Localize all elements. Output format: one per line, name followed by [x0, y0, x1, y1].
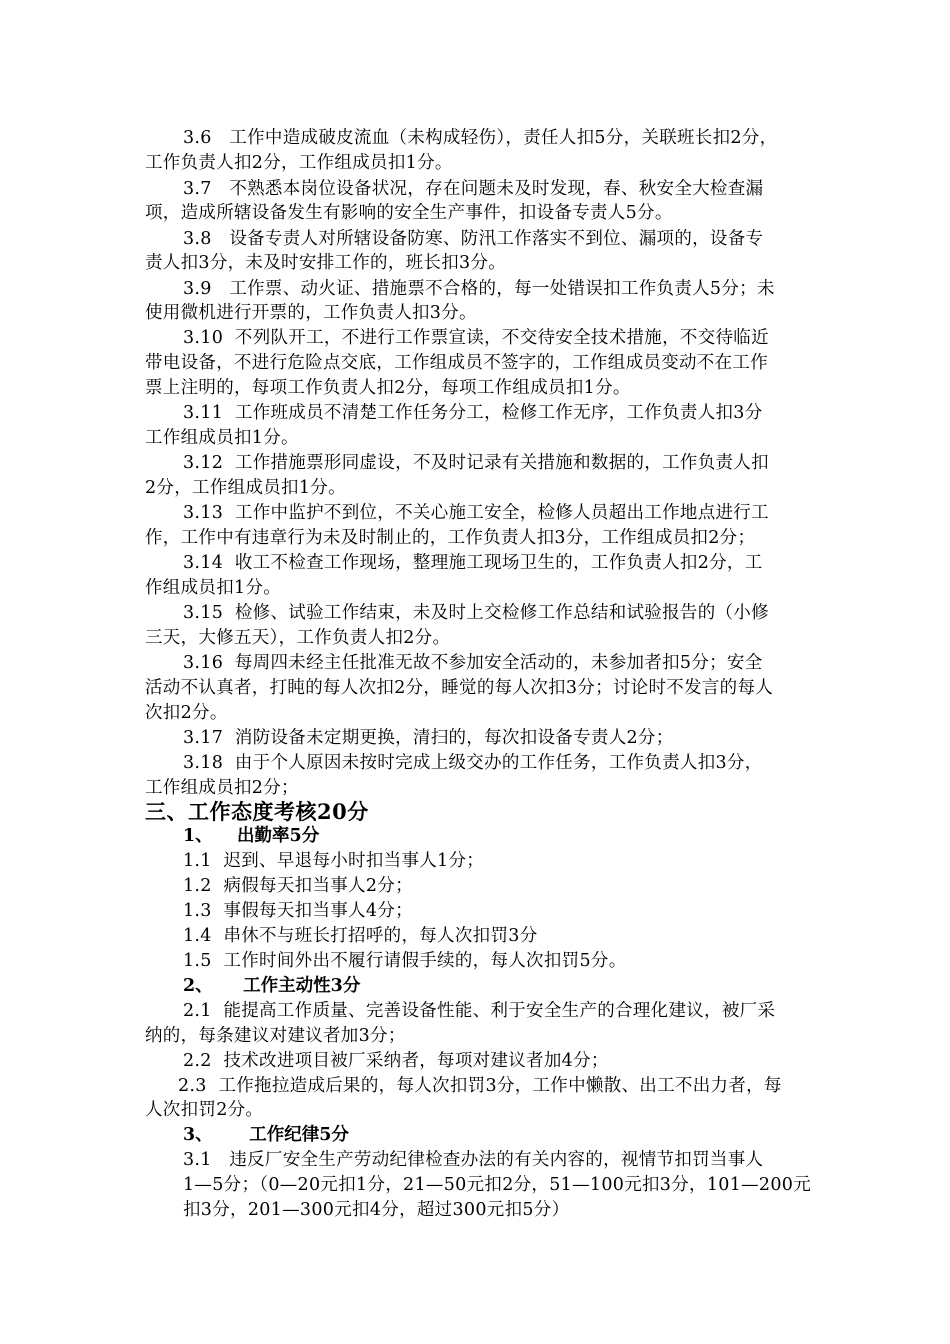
- list-item: 1—5分；（0—20元扣1分，21—50元扣2分，51—100元扣3分，101—200元: [183, 1175, 812, 1195]
- subsection-title-attendance: 1、 出勤率5分: [183, 826, 320, 846]
- paragraph-line: 3.13 工作中监护不到位，不关心施工安全，检修人员超出工作地点进行工: [183, 503, 769, 523]
- paragraph-line: 3.12 工作措施票形同虚设，不及时记录有关措施和数据的，工作负责人扣: [183, 453, 769, 473]
- paragraph-line: 票上注明的，每项工作负责人扣2分，每项工作组成员扣1分。: [145, 378, 631, 398]
- paragraph-line: 责人扣3分，未及时安排工作的，班长扣3分。: [145, 253, 507, 273]
- paragraph-line: 工作负责人扣2分，工作组成员扣1分。: [145, 153, 453, 173]
- paragraph-line: 3.10 不列队开工，不进行工作票宣读，不交待安全技术措施，不交待临近: [183, 328, 769, 348]
- section-title: 三、工作态度考核20分: [145, 799, 369, 824]
- list-item: 扣3分，201—300元扣4分，超过300元扣5分）: [183, 1200, 570, 1220]
- paragraph-line: 项，造成所辖设备发生有影响的安全生产事件，扣设备专责人5分。: [145, 203, 673, 223]
- paragraph-line: 带电设备，不进行危险点交底，工作组成员不签字的，工作组成员变动不在工作: [145, 353, 768, 373]
- paragraph-line: 活动不认真者，打盹的每人次扣2分，睡觉的每人次扣3分；讨论时不发言的每人: [145, 678, 774, 698]
- paragraph-line: 三天，大修五天），工作负责人扣2分。: [145, 628, 451, 648]
- subsection-title-initiative: 2、 工作主动性3分: [183, 976, 361, 996]
- list-item: 纳的，每条建议对建议者加3分；: [145, 1026, 406, 1046]
- paragraph-line: 工作组成员扣2分；: [145, 778, 299, 798]
- paragraph-line: 3.14 收工不检查工作现场，整理施工现场卫生的，工作负责人扣2分，工: [183, 553, 763, 573]
- paragraph-line: 使用微机进行开票的，工作负责人扣3分。: [145, 303, 477, 323]
- list-item: 2.2 技术改进项目被厂采纳者，每项对建议者加4分；: [183, 1051, 609, 1071]
- paragraph-line: 3.17 消防设备未定期更换，清扫的，每次扣设备专责人2分；: [183, 728, 674, 748]
- list-item: 人次扣罚2分。: [145, 1100, 264, 1120]
- list-item: 1.3 事假每天扣当事人4分；: [183, 901, 413, 921]
- paragraph-line: 3.9 工作票、动火证、措施票不合格的，每一处错误扣工作负责人5分；未: [183, 279, 775, 299]
- list-item: 1.1 迟到、早退每小时扣当事人1分；: [183, 851, 485, 871]
- paragraph-line: 作，工作中有违章行为未及时制止的，工作负责人扣3分，工作组成员扣2分；: [145, 528, 756, 548]
- paragraph-line: 作组成员扣1分。: [145, 578, 282, 598]
- paragraph-line: 次扣2分。: [145, 703, 228, 723]
- list-item: 2.3 工作拖拉造成后果的，每人次扣罚3分，工作中懒散、出工不出力者，每: [178, 1076, 782, 1096]
- paragraph-line: 3.18 由于个人原因未按时完成上级交办的工作任务，工作负责人扣3分，: [183, 753, 763, 773]
- subsection-title-discipline: 3、 工作纪律5分: [183, 1125, 349, 1145]
- paragraph-line: 2分，工作组成员扣1分。: [145, 478, 346, 498]
- list-item: 3.1 违反厂安全生产劳动纪律检查办法的有关内容的，视情节扣罚当事人: [183, 1150, 764, 1170]
- paragraph-line: 3.8 设备专责人对所辖设备防寒、防汛工作落实不到位、漏项的，设备专: [183, 229, 764, 249]
- list-item: 1.2 病假每天扣当事人2分；: [183, 876, 413, 896]
- paragraph-line: 3.15 检修、试验工作结束，未及时上交检修工作总结和试验报告的（小修: [183, 603, 769, 623]
- paragraph-line: 3.7 不熟悉本岗位设备状况，存在问题未及时发现，春、秋安全大检查漏: [183, 179, 764, 199]
- paragraph-line: 工作组成员扣1分。: [145, 428, 299, 448]
- paragraph-line: 3.6 工作中造成破皮流血（未构成轻伤），责任人扣5分，关联班长扣2分，: [183, 128, 778, 148]
- paragraph-line: 3.11 工作班成员不清楚工作任务分工，检修工作无序，工作负责人扣3分: [183, 403, 763, 423]
- list-item: 1.5 工作时间外出不履行请假手续的，每人次扣罚5分。: [183, 951, 627, 971]
- paragraph-line: 3.16 每周四未经主任批准无故不参加安全活动的，未参加者扣5分；安全: [183, 653, 763, 673]
- list-item: 1.4 串休不与班长打招呼的，每人次扣罚3分: [183, 926, 538, 946]
- list-item: 2.1 能提高工作质量、完善设备性能、利于安全生产的合理化建议，被厂采: [183, 1001, 776, 1021]
